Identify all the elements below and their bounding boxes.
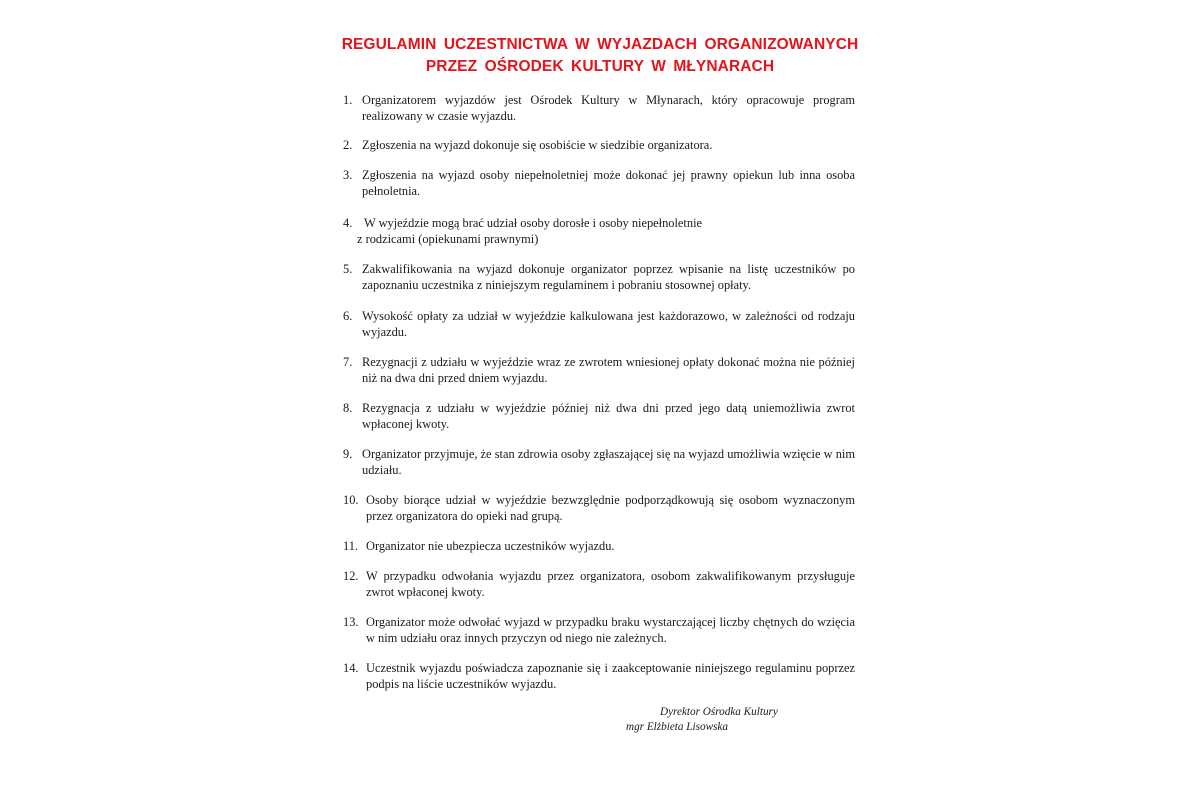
rule-text: Organizator może odwołać wyjazd w przypadku braku wystarczającej liczby chętnych do wzięcia w nim udziału oraz innych przyczyn od niego nie zależnych. [366,615,855,645]
rule-text: Organizator przyjmuje, że stan zdrowia osoby zgłaszającej się na wyjazd umożliwia wzięcie w nim udziału. [362,447,855,477]
rule-number: 10. [343,493,359,507]
rule-12 [343,568,855,600]
rule-number: 13. [343,615,359,629]
rule-number: 8. [343,401,353,415]
title-line-2: PRZEZ OŚRODEK KULTURY W MŁYNARACH [425,58,775,75]
rule-text: Organizatorem wyjazdów jest Ośrodek Kultury w Młynarach, który opracowuje program realizowany w czasie wyjazdu. [362,93,855,123]
title-line-1: REGULAMIN UCZESTNICTWA W WYJAZDACH ORGANIZOWANYCH [341,36,859,53]
rule-text: Rezygnacja z udziału w wyjeździe później niż dwa dni przed jego datą uniemożliwia zwrot wpłaconej kwoty. [362,401,855,431]
rule-text: Zgłoszenia na wyjazd osoby niepełnoletniej może dokonać jej prawny opiekun lub inna osoba pełnoletnia. [362,168,855,198]
rule-text: Wysokość opłaty za udział w wyjeździe kalkulowana jest każdorazowo, w zależności od rodzaju wyjazdu. [362,309,855,339]
rule-number: 12. [343,569,359,583]
rule-3 [343,167,855,199]
rule-1 [343,92,855,124]
rule-number: 2. [343,138,353,152]
document-title [300,34,900,78]
rule-text [357,215,855,247]
rule-text: Rezygnacji z udziału w wyjeździe wraz ze zwrotem wniesionej opłaty dokonać można nie później niż na dwa dni przed dniem wyjazdu. [362,355,855,385]
rule-13 [343,614,855,646]
rule-text: Uczestnik wyjazdu poświadcza zapoznanie się i zaakceptowanie niniejszego regulaminu poprzez podpis na liście uczestników wyjazdu. [366,661,855,691]
signature-title: Dyrektor Ośrodka Kultury [660,706,778,718]
rule-5 [343,261,855,293]
rule-2 [343,137,855,153]
rule-text: Osoby biorące udział w wyjeździe bezwzględnie podporządkowują się osobom wyznaczonym przez organizatora do opieki nad grupą. [366,493,855,523]
rule-number: 3. [343,168,353,182]
rule-number: 9. [343,447,353,461]
rule-14 [343,660,855,692]
rule-number: 11. [343,539,359,553]
rule-10 [343,492,855,524]
rule-number: 1. [343,93,353,107]
rule-9 [343,446,855,478]
rule-4 [343,215,855,247]
rule-6 [343,308,855,340]
signature-name: mgr Elżbieta Lisowska [626,721,728,733]
rule-text: Zgłoszenia na wyjazd dokonuje się osobiście w siedzibie organizatora. [362,138,713,152]
rule-8 [343,400,855,432]
rule-text-line-1: W wyjeździe mogą brać udział osoby dorosłe i osoby niepełnoletnie [364,216,703,230]
rule-11 [343,538,855,554]
rule-text: Organizator nie ubezpiecza uczestników wyjazdu. [366,539,615,553]
rule-text: W przypadku odwołania wyjazdu przez organizatora, osobom zakwalifikowanym przysługuje zwrot wpłaconej kwoty. [366,569,855,599]
rule-number: 7. [343,355,353,369]
rule-number: 4. [343,216,353,230]
rule-text: Zakwalifikowania na wyjazd dokonuje organizator poprzez wpisanie na listę uczestników po zapoznaniu uczestnika z niniejszym regulaminem i pobraniu stosownej opłaty. [362,262,855,292]
rule-number: 6. [343,309,353,323]
rule-text-line-2: z rodzicami (opiekunami prawnymi) [357,232,539,246]
rule-number: 14. [343,661,359,675]
rule-7 [343,354,855,386]
rule-number: 5. [343,262,353,276]
